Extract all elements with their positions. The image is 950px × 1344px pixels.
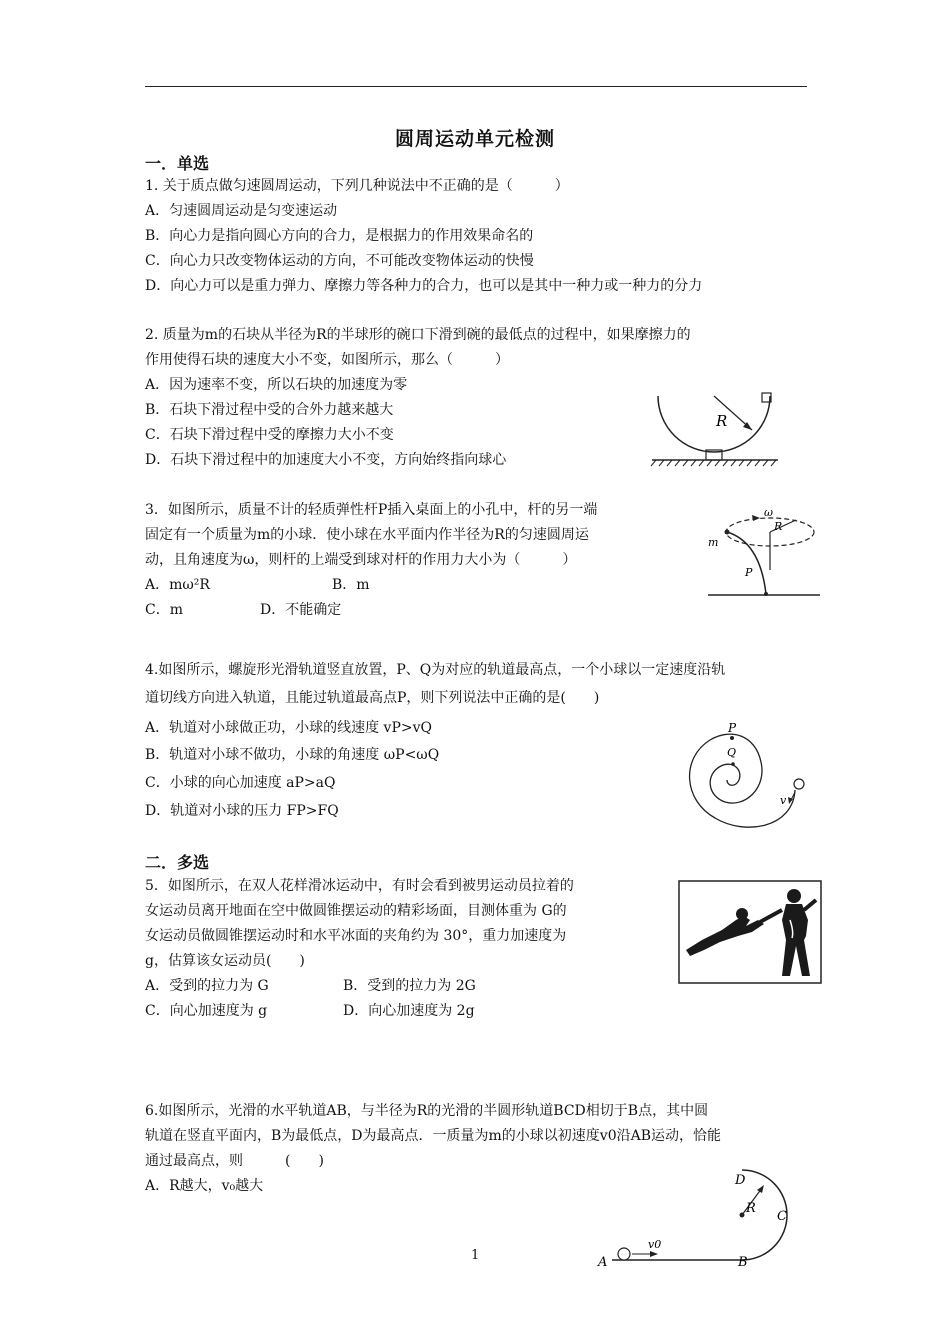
- q4-option-c: C．小球的向心加速度 aP>aQ: [145, 775, 336, 791]
- q5-stem-line4: g，估算该女运动员( ): [145, 953, 305, 969]
- q1-option-b: B．向心力是指向圆心方向的合力，是根据力的作用效果命名的: [145, 228, 534, 244]
- q3-option-d: D．不能确定: [260, 602, 342, 618]
- page-title: 圆周运动单元检测: [394, 128, 555, 150]
- q1-option-c: C．向心力只改变物体运动的方向，不可能改变物体运动的快慢: [145, 253, 534, 269]
- q1-option-d: D．向心力可以是重力弹力、摩擦力等各种力的合力，也可以是其中一种力或一种力的分力: [145, 278, 703, 294]
- q5-stem-line3: 女运动员做圆锥摆运动时和水平冰面的夹角约为 30°，重力加速度为: [145, 928, 567, 944]
- q3-fig-label-r: R: [774, 520, 783, 533]
- q4-option-d: D．轨道对小球的压力 FP>FQ: [145, 803, 339, 819]
- q2-stem-line2: 作用使得石块的速度大小不变，如图所示，那么（ ）: [145, 352, 509, 368]
- q5-option-c: C．向心加速度为 g: [145, 1003, 268, 1019]
- q3-option-c: C．m: [145, 602, 183, 618]
- q3-fig-label-p: P: [745, 566, 753, 579]
- q3-fig-label-omega: ω: [764, 506, 773, 519]
- q4-fig-label-p: P: [728, 721, 737, 735]
- q6-option-a: A．R越大，v₀越大: [145, 1178, 264, 1194]
- page-number: 1: [471, 1248, 480, 1263]
- q5-option-a: A．受到的拉力为 G: [145, 978, 269, 994]
- q3-stem-line2: 固定有一个质量为m的小球．使小球在水平面内作半径为R的匀速圆周运: [145, 527, 589, 543]
- q4-option-a: A．轨道对小球做正功，小球的线速度 vP>vQ: [145, 720, 433, 736]
- q5-option-d: D．向心加速度为 2g: [343, 1003, 475, 1019]
- q2-bowl-figure: [650, 388, 780, 468]
- q6-stem-line2: 轨道在竖直平面内，B为最低点，D为最高点．一质量为m的小球以初速度v0沿AB运动，恰能: [145, 1128, 722, 1144]
- q5-skaters-photo: [678, 880, 822, 984]
- q6-fig-label-v0: v0: [648, 1238, 662, 1251]
- q5-stem-line1: 5．如图所示，在双人花样滑冰运动中，有时会看到被男运动员拉着的: [145, 878, 574, 894]
- q5-option-b: B．受到的拉力为 2G: [343, 978, 476, 994]
- q1-stem: 1. 关于质点做匀速圆周运动，下列几种说法中不正确的是（ ）: [145, 178, 569, 194]
- q6-fig-label-b: B: [738, 1255, 748, 1270]
- q4-option-b: B．轨道对小球不做功，小球的角速度 ωP<ωQ: [145, 747, 440, 763]
- q6-fig-label-r: R: [746, 1201, 756, 1216]
- section-heading-single: 一．单选: [145, 154, 210, 173]
- q3-fig-label-m: m: [708, 536, 719, 549]
- q5-stem-line2: 女运动员离开地面在空中做圆锥摆运动的精彩场面，目测体重为 G的: [145, 903, 567, 919]
- q6-fig-label-d: D: [735, 1173, 746, 1188]
- q4-fig-label-q: Q: [727, 746, 737, 759]
- q3-option-a: A．mω²R: [145, 577, 210, 593]
- q3-stem-line3: 动，且角速度为ω，则杆的上端受到球对杆的作用力大小为（ ）: [145, 552, 577, 568]
- q3-stem-line1: 3．如图所示，质量不计的轻质弹性杆P插入桌面上的小孔中，杆的另一端: [145, 502, 598, 518]
- q4-stem-line1: 4.如图所示，螺旋形光滑轨道竖直放置，P、Q为对应的轨道最高点，一个小球以一定速度沿轨: [145, 662, 726, 678]
- q2-option-a: A．因为速率不变，所以石块的加速度为零: [145, 377, 408, 393]
- q2-option-b: B．石块下滑过程中受的合外力越来越大: [145, 402, 394, 418]
- q4-stem-line2: 道切线方向进入轨道，且能过轨道最高点P，则下列说法中正确的是( ): [145, 690, 600, 706]
- q4-spiral-figure: [675, 718, 815, 836]
- section-heading-multi: 二．多选: [145, 853, 210, 872]
- q2-stem-line1: 2. 质量为m的石块从半径为R的半球形的碗口下滑到碗的最低点的过程中，如果摩擦力的: [145, 327, 691, 343]
- q3-rod-figure: [700, 502, 824, 602]
- q1-option-a: A．匀速圆周运动是匀变速运动: [145, 203, 338, 219]
- q2-fig-label-r: R: [716, 412, 728, 430]
- q6-track-figure: [592, 1160, 818, 1272]
- q3-option-b: B．m: [332, 577, 370, 593]
- q6-fig-label-c: C: [777, 1209, 787, 1224]
- q6-fig-label-a: A: [598, 1255, 608, 1270]
- q6-stem-line1: 6.如图所示，光滑的水平轨道AB，与半径为R的光滑的半圆形轨道BCD相切于B点，其中圆: [145, 1103, 709, 1119]
- q2-option-c: C．石块下滑过程中受的摩擦力大小不变: [145, 427, 394, 443]
- q4-fig-label-v: v: [780, 794, 787, 807]
- q2-option-d: D．石块下滑过程中的加速度大小不变，方向始终指向球心: [145, 452, 507, 468]
- header-rule: [145, 86, 807, 87]
- q6-stem-line3: 通过最高点，则 ( ): [145, 1153, 324, 1169]
